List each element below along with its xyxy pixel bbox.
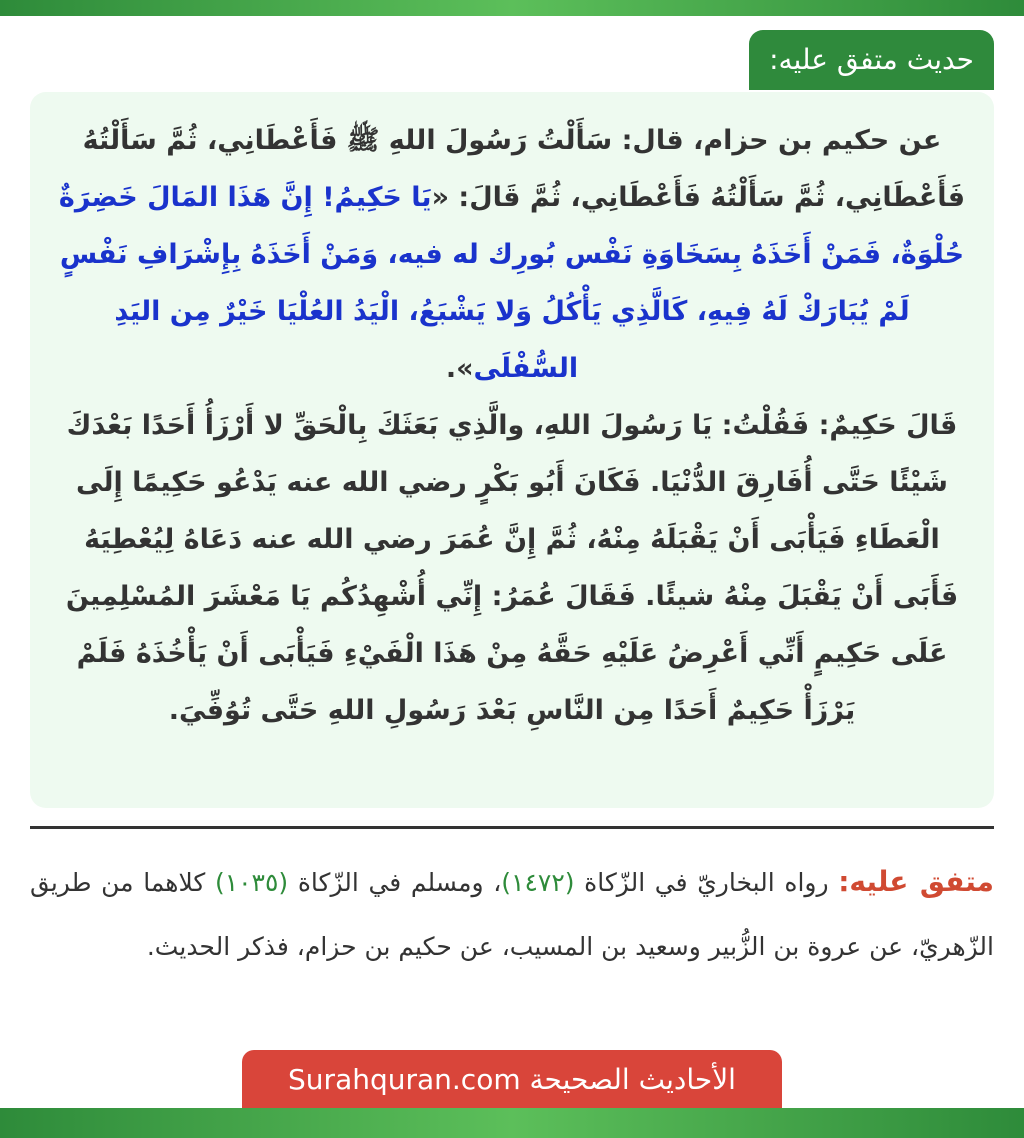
bottom-bar [0,1108,1024,1138]
hadith-text-box [30,92,994,808]
site-footer-badge: الأحاديث الصحيحة Surahquran.com [242,1050,782,1110]
hadith-intro: عن حكيم بن حزام، قال: سَأَلْتُ رَسُولَ اللهِ ﷺ فَأَعْطَانِي، ثُمَّ سَأَلْتُهُ فَأَعْطَانِي، ثُمَّ سَأَلْتُهُ فَأَعْطَانِي، ثُمَّ قَالَ: « [82,125,966,213]
source-text-1: رواه البخاريّ في الزّكاة [574,868,839,897]
hadith-type-badge: حديث متفق عليه: [749,30,994,90]
source-text-2: ، ومسلم في الزّكاة [288,868,502,897]
source-label: متفق عليه: [838,865,994,898]
source-number-2: (١٠٣٥) [214,868,289,897]
source-citation [30,850,994,979]
top-bar [0,0,1024,16]
source-number-1: (١٤٧٢) [501,868,575,897]
hadith-quote: يَا حَكِيمُ! إِنَّ هَذَا المَالَ خَضِرَةٌ حُلْوَةٌ، فَمَنْ أَخَذَهُ بِسَخَاوَةِ نَفْس بُورِك له فيه، وَمَنْ أَخَذَهُ بِإِشْرَافِ نَفْسٍ لَمْ يُبَارَكْ لَهُ فِيهِ، كَالَّذِي يَأْكُلُ وَلا يَشْبَعُ، الْيَدُ العُلْيَا خَيْرٌ مِن اليَدِ السُّفْلَى [58,182,965,384]
divider [30,826,994,829]
hadith-rest: قَالَ حَكِيمٌ: فَقُلْتُ: يَا رَسُولَ اللهِ، والَّذِي بَعَثَكَ بِالْحَقِّ لا أَرْزَأُ أَحَدًا بَعْدَكَ شَيْئًا حَتَّى أُفَارِقَ الدُّنْيَا. فَكَانَ أَبُو بَكْرٍ رضي الله عنه يَدْعُو حَكِيمًا إِلَى الْعَطَاءِ فَيَأْبَى أَنْ يَقْبَلَهُ مِنْهُ، ثُمَّ إِنَّ عُمَرَ رضي الله عنه دَعَاهُ لِيُعْطِيَهُ فَأَبَى أَنْ يَقْبَلَ مِنْهُ شيئًا. فَقَالَ عُمَرُ: إِنِّي أُشْهِدُكُم يَا مَعْشَرَ المُسْلِمِينَ عَلَى حَكِيمٍ أَنِّي أَعْرِضُ عَلَيْهِ حَقَّهُ مِنْ هَذَا الْفَيْءِ فَيَأْبَى أَنْ يَأْخُذَهُ فَلَمْ يَرْزَأْ حَكِيمٌ أَحَدًا مِن النَّاسِ بَعْدَ رَسُولِ اللهِ حَتَّى تُوُفِّيَ. [65,410,959,726]
source-text-3: كلاهما من طريق الزّهريّ، عن عروة بن الزُّبير وسعيد بن المسيب، عن حكيم بن حزام، فذكر الحديث. [30,868,994,961]
hadith-quote-end: ». [445,353,474,384]
